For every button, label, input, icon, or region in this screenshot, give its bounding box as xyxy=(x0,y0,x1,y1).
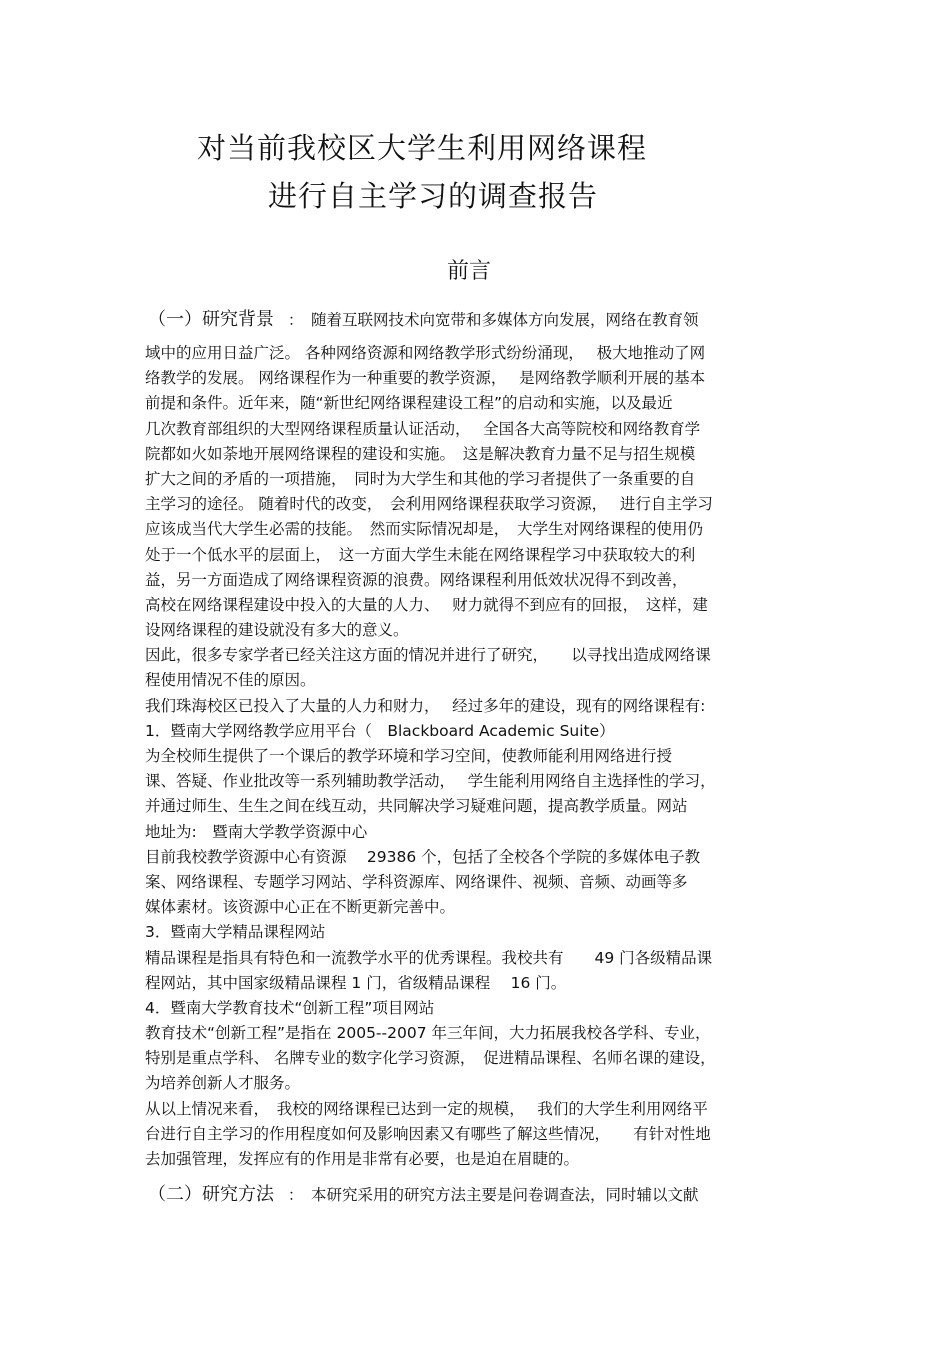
body-line: 从以上情况来看， 我校的网络课程已达到一定的规模， 我们的大学生利用网络平 xyxy=(145,1099,708,1118)
body-line: 因此，很多专家学者已经关注这方面的情况并进行了研究， 以寻找出造成网络课 xyxy=(145,646,711,665)
body-line: 高校在网络课程建设中投入的大量的人力、 财力就得不到应有的回报， 这样，建 xyxy=(145,595,708,614)
body-line: 台进行自主学习的作用程度如何及影响因素又有哪些了解这些情况， 有针对性地 xyxy=(145,1124,711,1143)
body-line: 媒体素材。该资源中心正在不断更新完善中。 xyxy=(145,898,456,917)
body-line: 案、网络课程、专题学习网站、学科资源库、网络课件、视频、音频、动画等多 xyxy=(145,872,688,891)
body-line: 目前我校教学资源中心有资源 29386 个，包括了全校各个学院的多媒体电子教 xyxy=(145,847,701,866)
body-line: 为培养创新人才服务。 xyxy=(145,1074,301,1093)
body-line: 程使用情况不佳的原因。 xyxy=(145,671,316,690)
body-line: 益，另一方面造成了网络课程资源的浪费。网络课程利用低效状况得不到改善， xyxy=(145,570,688,589)
body-line: 域中的应用日益广泛。 各种网络资源和网络教学形式纷纷涌现， 极大地推动了网 xyxy=(145,344,706,362)
body-line: 去加强管理，发挥应有的作用是非常有必要，也是迫在眉睫的。 xyxy=(145,1150,580,1168)
body-line: 处于一个低水平的层面上， 这一方面大学生未能在网络课程学习中获取较大的利 xyxy=(145,545,696,564)
body-line: 并通过师生、生生之间在线互动，共同解决学习疑难问题，提高教学质量。网站 xyxy=(145,797,688,816)
body-line: 我们珠海校区已投入了大量的人力和财力， 经过多年的建设，现有的网络课程有: xyxy=(145,696,706,715)
body-line: 3．暨南大学精品课程网站 xyxy=(145,923,326,942)
section-research-background xyxy=(148,305,699,331)
report-title-line-1: 对当前我校区大学生利用网络课程 xyxy=(197,131,648,165)
body-line: 为全校师生提供了一个课后的教学环境和学习空间，使教师能利用网络进行授 xyxy=(145,747,673,765)
body-line: 设网络课程的建设就没有多大的意义。 xyxy=(145,621,409,640)
body-line: 教育技术“创新工程”是指在 2005--2007 年三年间，大力拓展我校各学科、专业， xyxy=(145,1024,711,1043)
section-lead-text: 本研究采用的研究方法主要是问卷调查法，同时辅以文献 xyxy=(311,1186,699,1204)
body-line: 4．暨南大学教育技术“创新工程”项目网站 xyxy=(145,998,435,1017)
body-line: 几次教育部组织的大型网络课程质量认证活动， 全国各大高等院校和网络教育学 xyxy=(145,419,701,438)
report-title-line-2: 进行自主学习的调查报告 xyxy=(268,179,599,213)
preface-heading: 前言 xyxy=(447,259,492,284)
body-line: 主学习的途径。 随着时代的改变， 会利用网络课程获取学习资源， 进行自主学习 xyxy=(145,495,713,514)
body-line: 课、答疑、作业批改等一系列辅助教学活动， 学生能利用网络自主选择性的学习， xyxy=(145,772,716,791)
body-line: 院都如火如荼地开展网络课程的建设和实施。 这是解决教育力量不足与招生规模 xyxy=(145,444,696,463)
body-line: 前提和条件。近年来，随“新世纪网络课程建设工程”的启动和实施，以及最近 xyxy=(145,394,673,413)
body-line: 络教学的发展。 网络课程作为一种重要的教学资源， 是网络教学顺利开展的基本 xyxy=(145,369,706,388)
body-line: 精品课程是指具有特色和一流教学水平的优秀课程。我校共有 49 门各级精品课 xyxy=(145,948,713,967)
section-colon: ： xyxy=(288,311,304,329)
section-research-method xyxy=(148,1180,699,1206)
body-line: 程网站，其中国家级精品课程 1 门，省级精品课程 16 门。 xyxy=(145,973,567,992)
body-paragraphs xyxy=(145,341,813,1172)
body-line: 特别是重点学科、 名牌专业的数字化学习资源， 促进精品课程、名师名课的建设， xyxy=(145,1049,716,1068)
body-line: 地址为: 暨南大学教学资源中心 xyxy=(145,822,368,841)
section-heading: （一）研究背景 xyxy=(148,309,274,330)
body-line: 扩大之间的矛盾的一项措施， 同时为大学生和其他的学习者提供了一条重要的自 xyxy=(145,469,696,488)
section-heading: （二）研究方法 xyxy=(148,1184,274,1205)
body-line: 应该成当代大学生必需的技能。 然而实际情况却是， 大学生对网络课程的使用仍 xyxy=(145,520,704,539)
body-line: 1．暨南大学网络教学应用平台（ Blackboard Academic Suite） xyxy=(145,721,615,740)
section-lead-text: 随着互联网技术向宽带和多媒体方向发展，网络在教育领 xyxy=(311,311,699,329)
section-colon: ： xyxy=(288,1186,304,1204)
